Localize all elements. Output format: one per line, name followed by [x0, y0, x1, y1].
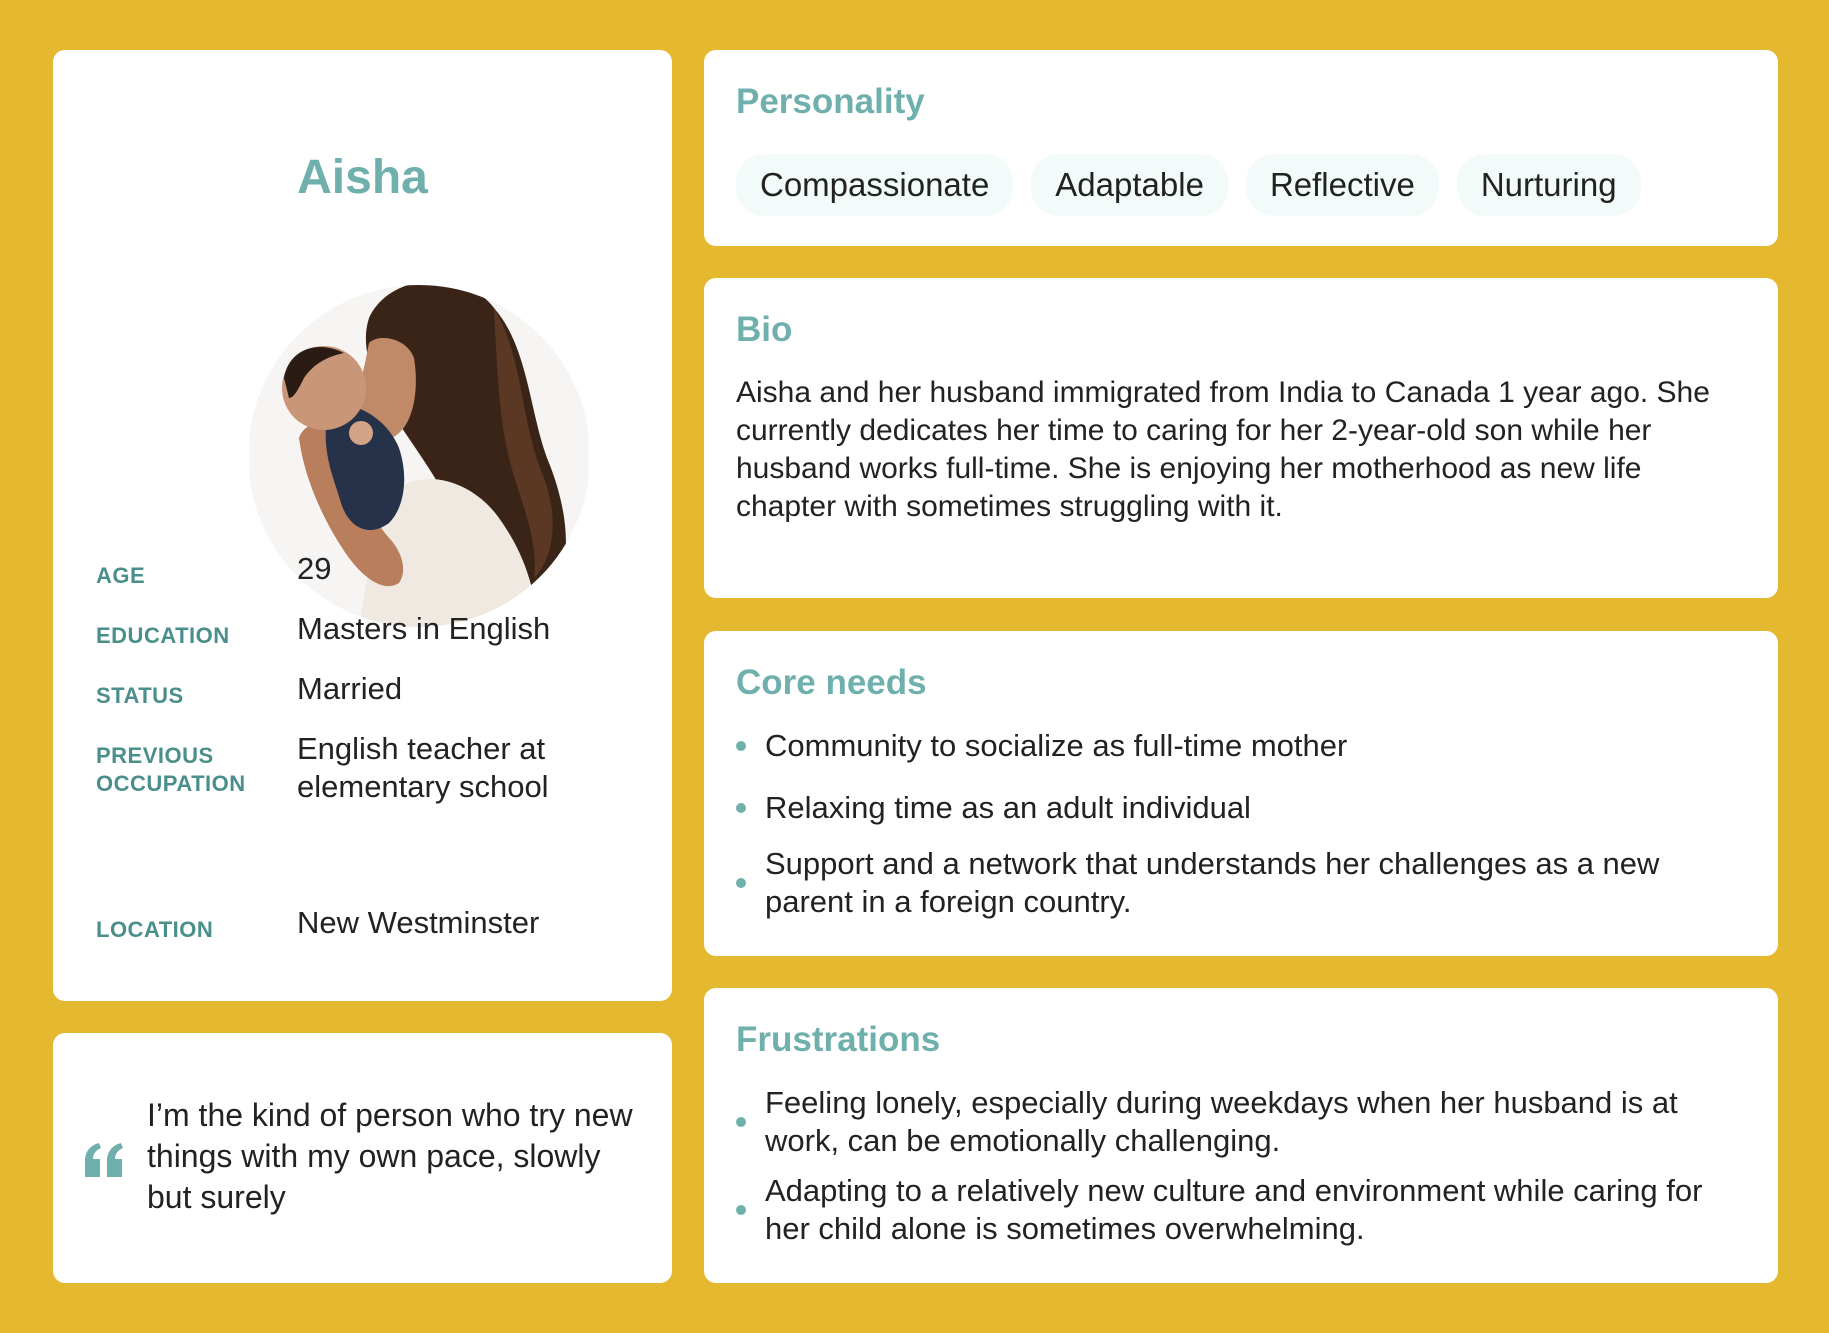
frustrations-card — [704, 988, 1778, 1283]
bullet-icon — [736, 803, 746, 813]
list-item-text: Feeling lonely, especially during weekdays when her husband is at work, can be emotionally challenging. — [765, 1085, 1678, 1158]
bio-heading: Bio — [736, 310, 793, 349]
core-needs-list — [736, 727, 1746, 921]
persona-name: Aisha — [297, 151, 428, 204]
list-item — [736, 1172, 1746, 1248]
list-item-text: Relaxing time as an adult individual — [765, 790, 1251, 825]
trait-tags — [736, 154, 1641, 216]
personality-heading: Personality — [736, 82, 925, 121]
quote-icon — [83, 1143, 125, 1177]
info-value: English teacher at elementary school — [297, 731, 549, 804]
list-item — [736, 845, 1746, 921]
core-needs-card — [704, 631, 1778, 956]
mother-and-baby-photo — [249, 248, 589, 651]
info-value: Masters in English — [297, 611, 551, 646]
info-label: EDUCATION — [96, 623, 230, 648]
core-needs-heading: Core needs — [736, 663, 927, 702]
bullet-icon — [736, 1205, 746, 1215]
info-label: AGE — [96, 563, 146, 588]
trait-tag: Adaptable — [1031, 154, 1228, 216]
list-item-text: Support and a network that understands her challenges as a new parent in a foreign country. — [765, 846, 1660, 919]
trait-tag: Compassionate — [736, 154, 1013, 216]
trait-tag: Nurturing — [1457, 154, 1641, 216]
frustrations-heading: Frustrations — [736, 1020, 941, 1059]
bullet-icon — [736, 741, 746, 751]
list-item — [736, 789, 1746, 827]
bullet-icon — [736, 878, 746, 888]
list-item — [736, 727, 1746, 765]
info-label: STATUS — [96, 683, 184, 708]
quote-text: I’m the kind of person who try new things with my own pace, slowly but surely — [147, 1097, 633, 1215]
list-item-text: Community to socialize as full-time mother — [765, 728, 1348, 763]
info-value: Married — [297, 671, 403, 706]
info-label: PREVIOUS OCCUPATION — [96, 743, 246, 796]
info-value: New Westminster — [297, 905, 540, 940]
list-item — [736, 1084, 1746, 1160]
bio-card — [704, 278, 1778, 598]
info-value: 29 — [297, 551, 332, 586]
quote-card — [53, 1033, 672, 1283]
bio-text: Aisha and her husband immigrated from India to Canada 1 year ago. She currently dedicates her time to caring for her 2-year-old son while her husband works full-time. She is enjoying her motherhood as new life chapter with sometimes struggling with it. — [736, 376, 1710, 523]
profile-card — [53, 50, 672, 1001]
trait-tag: Reflective — [1246, 154, 1439, 216]
bullet-icon — [736, 1117, 746, 1127]
list-item-text: Adapting to a relatively new culture and environment while caring for her child alone is sometimes overwhelming. — [765, 1173, 1703, 1246]
info-label: LOCATION — [96, 917, 214, 942]
personality-card — [704, 50, 1778, 246]
frustrations-list — [736, 1084, 1746, 1248]
